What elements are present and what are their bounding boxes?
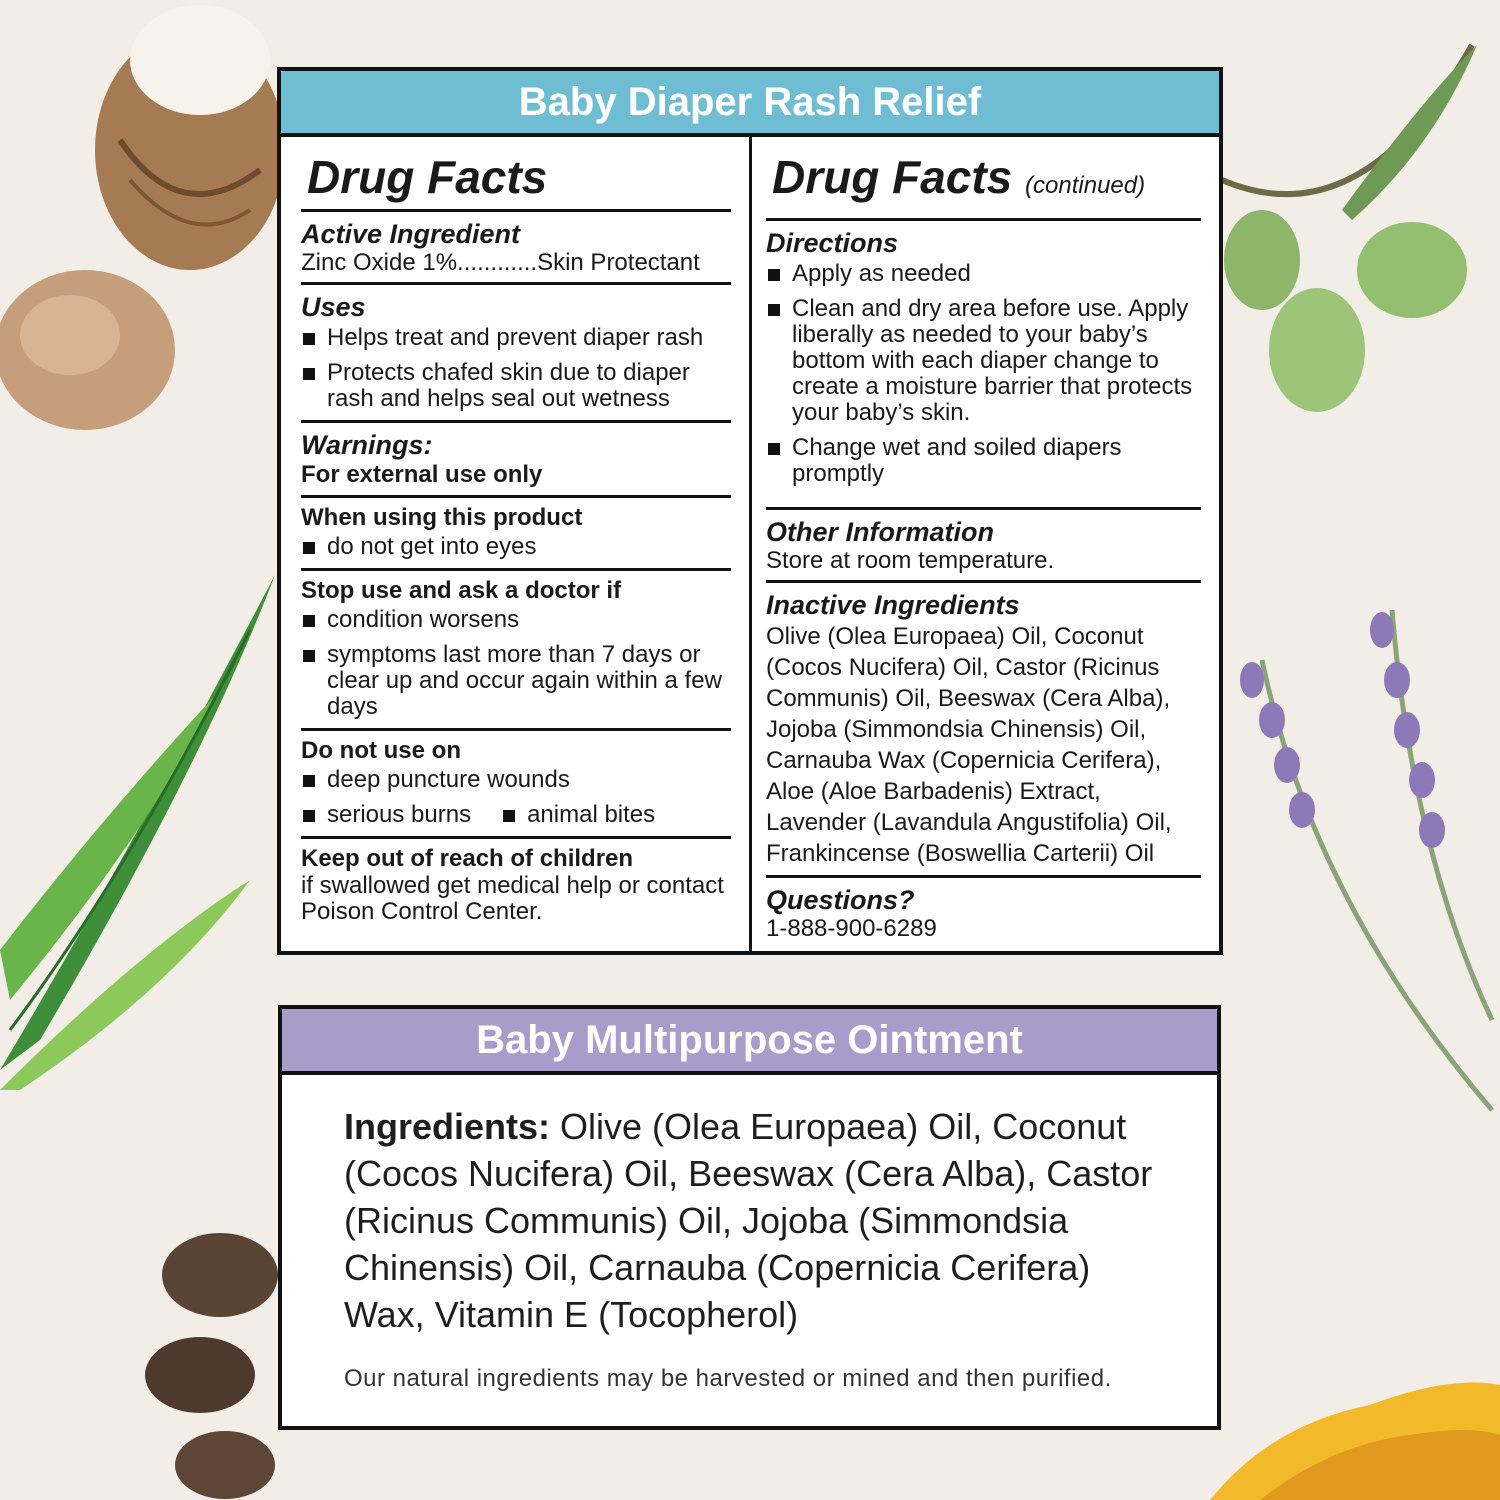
- do-not-use-heading: Do not use on: [301, 737, 461, 764]
- drug-facts-left-column: [301, 137, 731, 931]
- lavender-illustration: [1222, 600, 1500, 1120]
- stop-use-list: [301, 607, 731, 720]
- list-item: condition worsens: [301, 607, 731, 633]
- column-divider: [749, 137, 752, 951]
- active-ingredient-heading: Active Ingredient: [301, 219, 521, 249]
- uses-heading: Uses: [301, 292, 366, 322]
- aloe-illustration: [0, 570, 280, 1090]
- purification-note: Our natural ingredients may be harvested or mined and then purified.: [344, 1365, 1112, 1392]
- other-information-heading: Other Information: [766, 517, 994, 547]
- warnings-subheading: For external use only: [301, 461, 543, 488]
- questions-section: [766, 878, 1201, 948]
- active-ingredient-section: [301, 212, 731, 282]
- list-item: deep puncture wounds: [301, 767, 731, 793]
- beeswax-illustration: [1210, 1365, 1500, 1500]
- other-information-section: [766, 510, 1201, 580]
- continued-label: (continued): [1025, 172, 1146, 199]
- olive-illustration: [1222, 40, 1500, 440]
- multipurpose-ointment-panel: [278, 1005, 1221, 1430]
- list-item: Clean and dry area before use. Apply liberally as needed to your baby’s bottom with each diaper change to create a moisture barrier that protects your baby’s skin.: [766, 296, 1201, 426]
- other-information-text: Store at room temperature.: [766, 547, 1055, 574]
- keep-out-text: if swallowed get medical help or contact Poison Control Center.: [301, 872, 724, 925]
- active-ingredient-line: Zinc Oxide 1%............Skin Protectant: [301, 249, 700, 276]
- diaper-rash-relief-title: Baby Diaper Rash Relief: [281, 71, 1219, 137]
- uses-section: [301, 285, 731, 420]
- drug-facts-continued-heading: [772, 151, 1201, 212]
- inactive-ingredients-section: [766, 583, 1201, 875]
- when-using-list: [301, 534, 731, 560]
- list-item: Change wet and soiled diapers promptly: [766, 435, 1201, 487]
- directions-heading: Directions: [766, 228, 899, 258]
- do-not-use-list: [301, 767, 731, 830]
- multipurpose-ointment-title: Baby Multipurpose Ointment: [282, 1009, 1217, 1075]
- warnings-section: [301, 423, 731, 495]
- list-item: symptoms last more than 7 days or clear up and occur again within a few days: [301, 642, 731, 720]
- shea-nut-illustration: [0, 265, 180, 435]
- inactive-ingredients-heading: Inactive Ingredients: [766, 590, 1020, 620]
- diaper-rash-relief-panel: [277, 67, 1223, 955]
- ingredients-label: Ingredients:: [344, 1106, 551, 1147]
- drug-facts-heading: Drug Facts: [307, 151, 548, 203]
- warnings-heading: Warnings:: [301, 430, 433, 460]
- directions-list: [766, 261, 1201, 487]
- list-item: animal bites: [501, 802, 655, 828]
- list-item: Helps treat and prevent diaper rash: [301, 325, 731, 351]
- do-not-use-section: [301, 731, 731, 836]
- list-item: serious burns: [301, 802, 471, 828]
- drug-facts-heading-text: Drug Facts: [772, 151, 1013, 203]
- stop-use-heading: Stop use and ask a doctor if: [301, 577, 622, 604]
- keep-out-heading: Keep out of reach of children: [301, 845, 634, 872]
- list-item: Apply as needed: [766, 261, 1201, 287]
- stop-use-section: [301, 571, 731, 728]
- list-item: do not get into eyes: [301, 534, 731, 560]
- keep-out-section: [301, 839, 731, 931]
- uses-list: [301, 325, 731, 412]
- list-item: Protects chafed skin due to diaper rash and helps seal out wetness: [301, 360, 731, 412]
- drug-facts-right-column: [766, 137, 1201, 948]
- cocoa-bean-illustration: [140, 1230, 280, 1500]
- questions-heading: Questions?: [766, 885, 915, 915]
- phone-number: 1-888-900-6289: [766, 915, 937, 942]
- coconut-illustration: [60, 0, 290, 280]
- ointment-ingredients: [344, 1103, 1174, 1338]
- directions-section: [766, 221, 1201, 507]
- inactive-ingredients-text: Olive (Olea Europaea) Oil, Coconut (Cocos Nucifera) Oil, Castor (Ricinus Communis) Oil, Beeswax (Cera Alba), Jojoba (Simmondsia Chinensis) Oil, Carnauba Wax (Copernicia Cerifera), Aloe (Aloe Barbadenis) Extract, Lavender (Lavandula Angustifolia) Oil, Frankincense (Boswellia Carterii) Oil: [766, 623, 1172, 867]
- when-using-heading: When using this product: [301, 504, 583, 531]
- when-using-section: [301, 498, 731, 568]
- do-not-use-row: [301, 802, 731, 830]
- ingredients-text: Olive (Olea Europaea) Oil, Coconut (Cocos Nucifera) Oil, Beeswax (Cera Alba), Castor (Ricinus Communis) Oil, Jojoba (Simmondsia Chinensis) Oil, Carnauba (Copernicia Cerifera) Wax, Vitamin E (Tocopherol): [344, 1106, 1153, 1335]
